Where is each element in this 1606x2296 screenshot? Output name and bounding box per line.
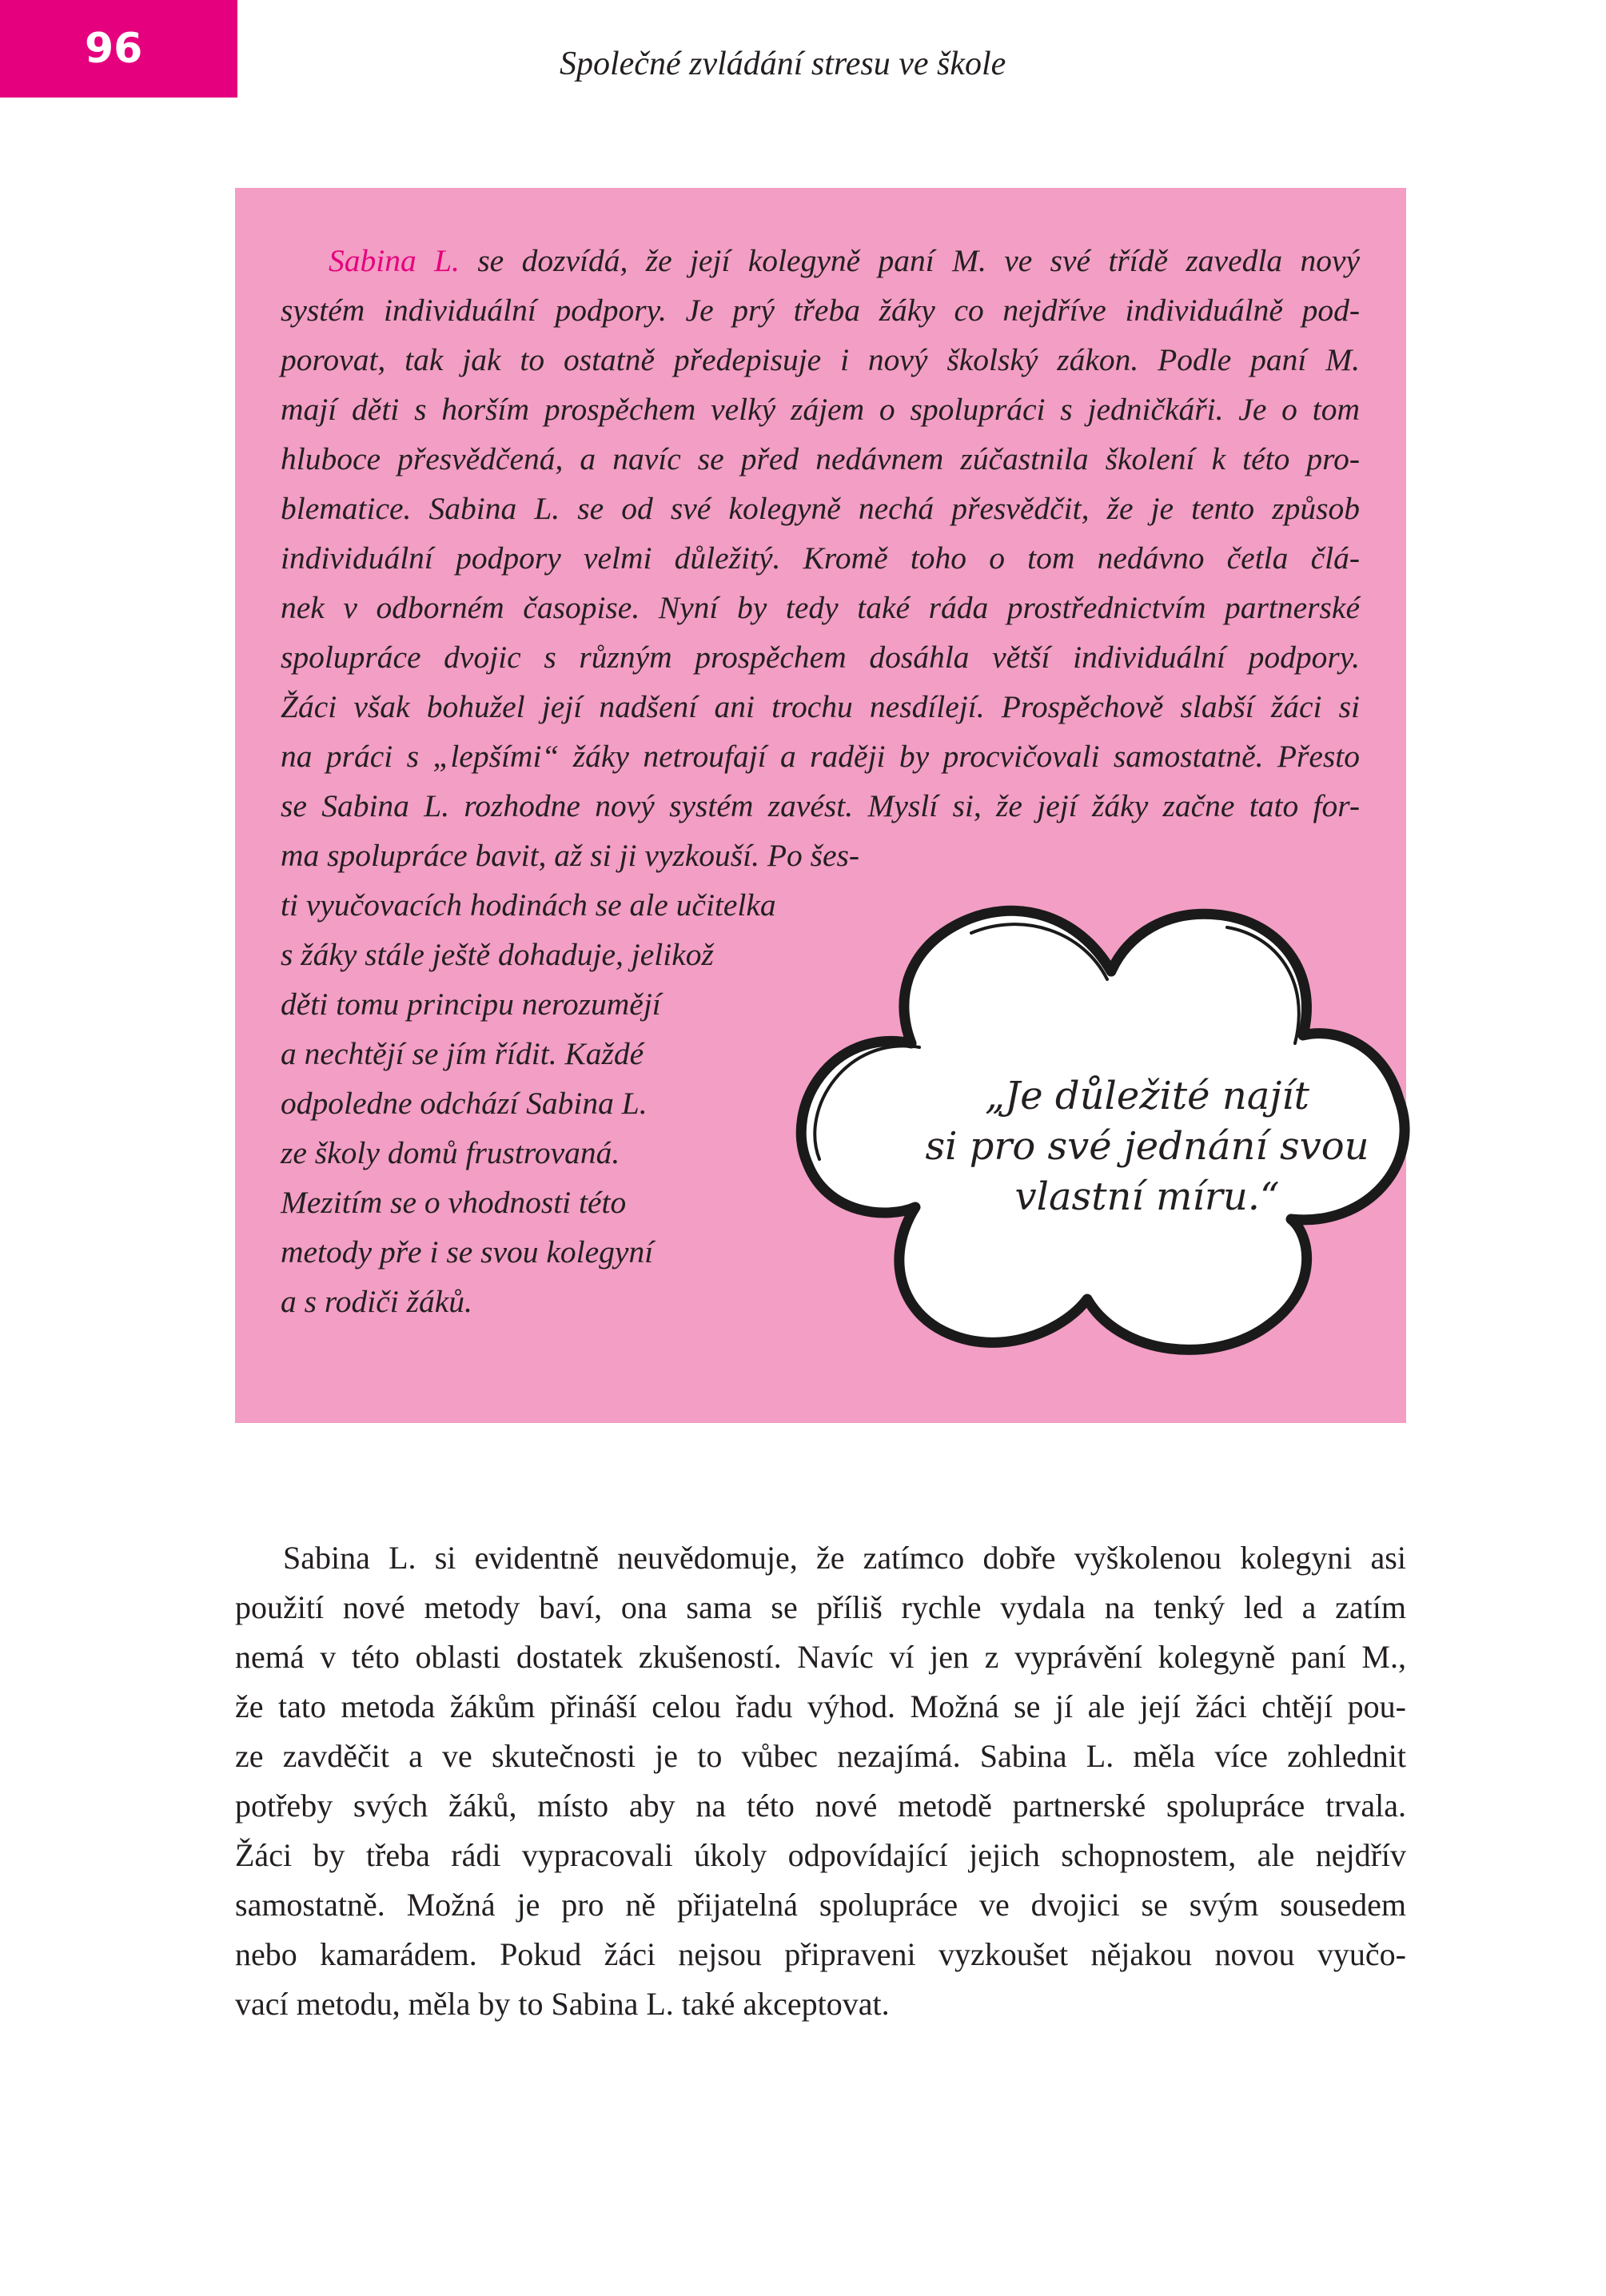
- page-number: 96: [0, 0, 237, 98]
- body-paragraph: [235, 1533, 1406, 2029]
- quote-line: si pro své jednání svou: [925, 1124, 1369, 1169]
- quote-line: „Je důležité najít: [985, 1074, 1309, 1118]
- body-line: ze zavděčit a ve skutečnosti je to vůbec nezajímá. Sabina L. měla více zohlednit: [235, 1738, 1406, 1774]
- case-line: Mezitím se o vhodnosti této: [281, 1185, 627, 1220]
- body-line: potřeby svých žáků, místo aby na této nové metodě partnerské spolupráce trvala.: [235, 1788, 1406, 1824]
- case-line: s žáky stále ještě dohaduje, jelikož: [281, 937, 714, 972]
- case-line: ti vyučovacích hodinách se ale učitelka: [281, 887, 776, 923]
- case-line: individuální podpory velmi důležitý. Kromě toho o tom nedávno četla člá-: [281, 540, 1360, 576]
- body-line: samostatně. Možná je pro ně přijatelná spolupráce ve dvojici se svým sousedem: [235, 1887, 1406, 1923]
- case-line: mají děti s horším prospěchem velký zájem o spolupráci s jedničkáři. Je o tom: [281, 392, 1360, 427]
- body-line: použití nové metody baví, ona sama se příliš rychle vydala na tenký led a zatím: [235, 1589, 1406, 1625]
- case-line: nek v odborném časopise. Nyní by tedy také ráda prostřednictvím partnerské: [281, 590, 1360, 625]
- case-line: děti tomu principu nerozumějí: [281, 987, 661, 1022]
- case-line: hluboce přesvědčená, a navíc se před nedávnem zúčastnila školení k této pro-: [281, 441, 1360, 476]
- case-line: metody pře i se svou kolegyní: [281, 1234, 654, 1270]
- case-line: se Sabina L. rozhodne nový systém zavést. Myslí si, že její žáky začne tato for-: [281, 788, 1360, 823]
- case-line: systém individuální podpory. Je prý třeba žáky co nejdříve individuálně pod-: [281, 293, 1360, 328]
- body-line: Sabina L. si evidentně neuvědomuje, že zatímco dobře vyškolenou kolegyni asi: [283, 1540, 1406, 1576]
- case-line: ze školy domů frustrovaná.: [281, 1135, 620, 1170]
- body-line: že tato metoda žákům přináší celou řadu výhod. Možná se jí ale její žáci chtějí pou-: [235, 1688, 1406, 1724]
- case-line: ma spolupráce bavit, až si ji vyzkouší. Po šes-: [281, 838, 860, 873]
- running-header: Společné zvládání stresu ve škole: [560, 46, 1006, 82]
- body-line: nemá v této oblasti dostatek zkušeností. Navíc ví jen z vyprávění kolegyně paní M.,: [235, 1639, 1406, 1675]
- case-line: a nechtějí se jím řídit. Každé: [281, 1036, 644, 1071]
- case-line: Žáci však bohužel její nadšení ani trochu nesdílejí. Prospěchově slabší žáci si: [281, 689, 1360, 724]
- body-line: vací metodu, měla by to Sabina L. také akceptovat.: [235, 1986, 890, 2022]
- body-line: nebo kamarádem. Pokud žáci nejsou připraveni vyzkoušet nějakou novou vyučo-: [235, 1936, 1406, 1972]
- case-line: porovat, tak jak to ostatně předepisuje i nový školský zákon. Podle paní M.: [281, 342, 1360, 377]
- case-line: spolupráce dvojic s různým prospěchem dosáhla větší individuální podpory.: [281, 640, 1360, 675]
- case-line: blematice. Sabina L. se od své kolegyně nechá přesvědčit, že je tento způsob: [281, 491, 1360, 526]
- body-line: Žáci by třeba rádi vypracovali úkoly odpovídající jejich schopnostem, ale nejdřív: [235, 1837, 1406, 1873]
- case-study-name: Sabina L.: [329, 243, 460, 278]
- case-line: odpoledne odchází Sabina L.: [281, 1086, 648, 1121]
- quote-line: vlastní míru.“: [1014, 1174, 1280, 1219]
- case-line: na práci s „lepšími“ žáky netroufají a raději by procvičovali samostatně. Přesto: [281, 739, 1360, 774]
- case-line: a s rodiči žáků.: [281, 1284, 472, 1319]
- case-line: Sabina L. se dozvídá, že její kolegyně paní M. ve své třídě zavedla nový: [329, 243, 1361, 278]
- pull-quote: [871, 1071, 1423, 1222]
